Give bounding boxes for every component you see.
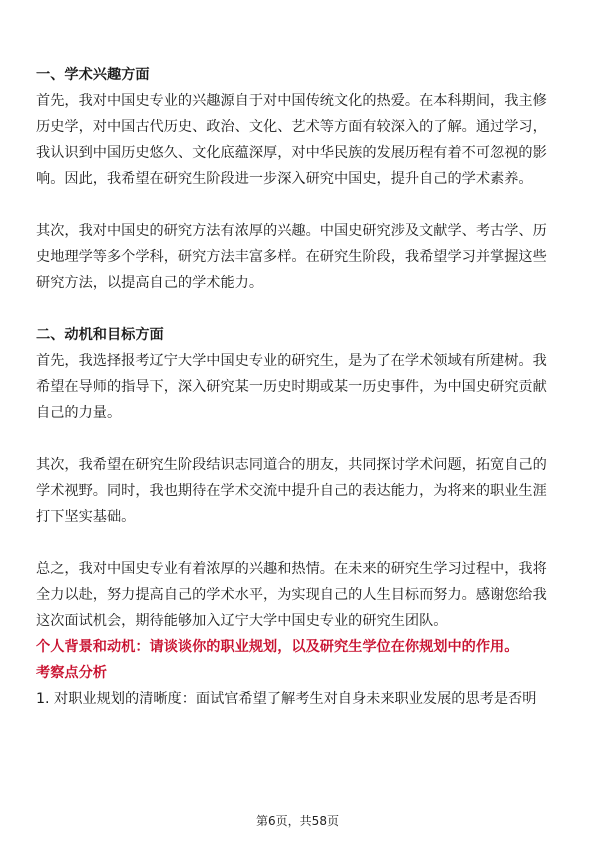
paragraph-line: 全力以赴，努力提高自己的学术水平，为实现自己的人生目标而努力。感谢您给我 xyxy=(36,587,547,603)
paragraph-line: 学术视野。同时，我也期待在学术交流中提升自己的表达能力，为将来的职业生涯 xyxy=(36,483,547,499)
paragraph-line: 打下坚实基础。 xyxy=(36,509,136,525)
paragraph-line: 历史学，对中国古代历史、政治、文化、艺术等方面有较深入的了解。通过学习， xyxy=(36,119,547,135)
paragraph-line: 研究方法，以提高自己的学术能力。 xyxy=(36,275,264,291)
paragraph-line: 其次，我希望在研究生阶段结识志同道合的朋友，共同探讨学术问题，拓宽自己的 xyxy=(36,457,547,473)
analysis-heading: 考察点分析 xyxy=(36,665,107,681)
paragraph-line: 我认识到中国历史悠久、文化底蕴深厚，对中华民族的发展历程有着不可忽视的影 xyxy=(36,145,547,161)
paragraph-line: 史地理学等多个学科，研究方法丰富多样。在研究生阶段，我希望学习并掌握这些 xyxy=(36,249,547,265)
paragraph-line: 首先，我对中国史专业的兴趣源自于对中国传统文化的热爱。在本科期间，我主修 xyxy=(36,93,547,109)
analysis-point: 1. 对职业规划的清晰度：面试官希望了解考生对自身未来职业发展的思考是否明 xyxy=(36,691,537,707)
paragraph-line: 响。因此，我希望在研究生阶段进一步深入研究中国史，提升自己的学术素养。 xyxy=(36,171,533,187)
paragraph-line: 希望在导师的指导下，深入研究某一历史时期或某一历史事件，为中国史研究贡献 xyxy=(36,379,547,395)
paragraph-line: 首先，我选择报考辽宁大学中国史专业的研究生，是为了在学术领域有所建树。我 xyxy=(36,353,547,369)
question-title: 个人背景和动机：请谈谈你的职业规划，以及研究生学位在你规划中的作用。 xyxy=(36,639,519,655)
paragraph-gap xyxy=(36,426,560,452)
section-heading-academic-interest: 一、学术兴趣方面 xyxy=(36,67,150,83)
paragraph-line: 其次，我对中国史的研究方法有浓厚的兴趣。中国史研究涉及文献学、考古学、历 xyxy=(36,223,547,239)
section-heading-motivation: 二、动机和目标方面 xyxy=(36,327,164,343)
paragraph-line: 这次面试机会，期待能够加入辽宁大学中国史专业的研究生团队。 xyxy=(36,613,448,629)
page-number: 第6页，共58页 xyxy=(256,814,339,828)
paragraph-gap xyxy=(36,192,560,218)
paragraph-line: 总之，我对中国史专业有着浓厚的兴趣和热情。在未来的研究生学习过程中，我将 xyxy=(36,561,547,577)
paragraph-gap xyxy=(36,296,560,322)
paragraph-line: 自己的力量。 xyxy=(36,405,122,421)
document-body xyxy=(36,62,560,712)
paragraph-gap xyxy=(36,530,560,556)
